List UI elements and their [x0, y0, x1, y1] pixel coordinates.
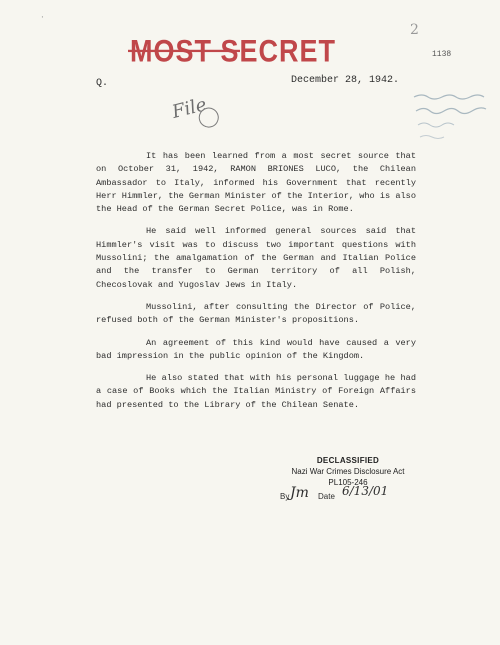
declassified-title: DECLASSIFIED [316, 456, 380, 465]
declassification-signature-line [280, 484, 420, 506]
by-label: By [280, 492, 290, 501]
corner-file-number: 1138 [432, 50, 452, 59]
margin-tick: · [40, 13, 45, 22]
declassification-law: PL105-246 [328, 478, 368, 487]
date-label: Date [318, 492, 335, 501]
paragraph: He said well informed general sources said that Himmler's visit was to discuss two important questions with Mussolini; the amalgamation of the German and Italian Police and the transfer to German territory of all Polish, Checoslovak and Yugoslav Jews in Italy. [96, 226, 416, 290]
paragraph: It has been learned from a most secret source that on October 31, 1942, RAMON BRIONES LUCO, the Chilean Ambassador to Italy, informed his Government that recently Herr Himmler, the German Minister of the Interior, who is also the Head of the German Secret Police, was in Rome. [96, 151, 416, 215]
paragraph: Mussolini, after consulting the Director of Police, refused both of the German Minister's propositions. [96, 301, 416, 326]
memo-body [96, 150, 416, 421]
document-date: December 28, 1942. [291, 75, 400, 86]
classification-stamp: MOST SECRET [130, 33, 337, 69]
reviewer-initials: Jm [290, 485, 309, 501]
paragraph: He also stated that with his personal luggage he had a case of Books which the Italian Ministry of Foreign Affairs had presented to the Library of the Chilean Senate. [96, 373, 416, 410]
paragraph: An agreement of this kind would have caused a very bad impression in the public opinion of the Kingdom. [96, 337, 416, 361]
pencil-mark: 2 [410, 22, 419, 38]
office-mark: Q. [96, 78, 109, 89]
declassification-authority: Nazi War Crimes Disclosure Act [291, 467, 405, 476]
declassification-date: 6/13/01 [342, 484, 389, 498]
file-handwritten-note: File [169, 94, 209, 123]
handwritten-annotation [412, 85, 492, 145]
